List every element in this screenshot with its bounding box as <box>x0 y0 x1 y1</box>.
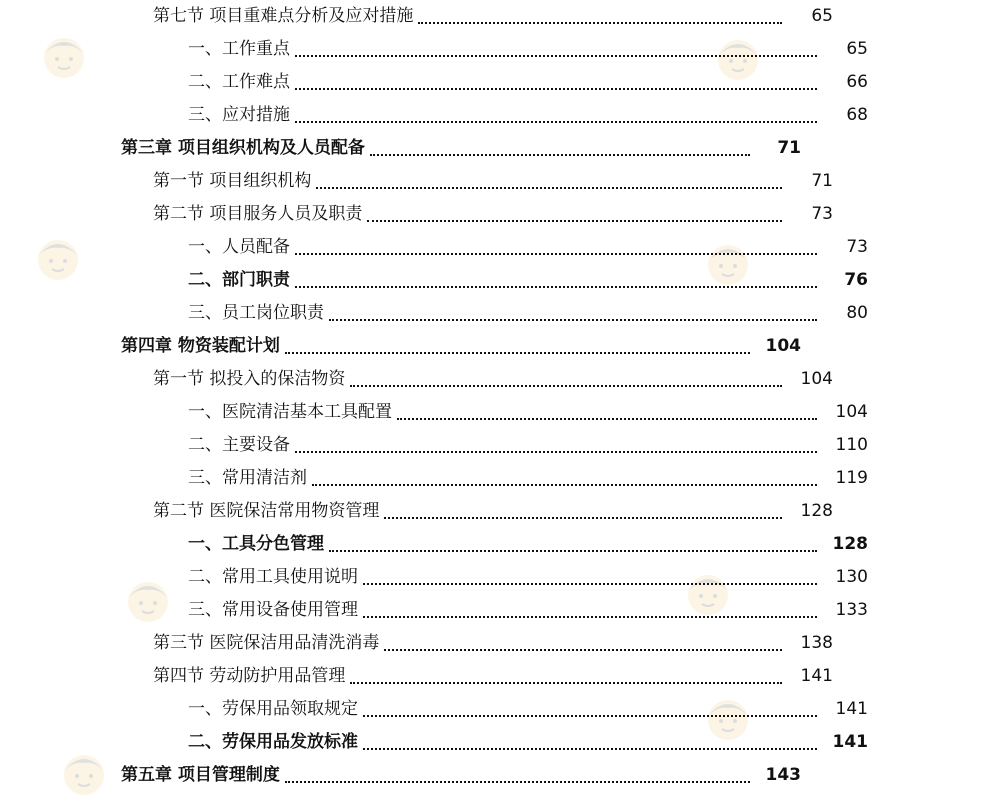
toc-entry-title: 二、主要设备 <box>188 435 290 455</box>
toc-entry-title: 一、工具分色管理 <box>188 534 324 554</box>
toc-entry[interactable] <box>0 66 988 99</box>
toc-entry-title: 一、医院清洁基本工具配置 <box>188 402 392 422</box>
dot-leader <box>295 120 817 123</box>
toc-page-number: 73 <box>811 204 833 224</box>
dot-leader <box>285 780 750 783</box>
toc-page-number: 128 <box>832 534 868 554</box>
toc-entry-title: 第二节 医院保洁常用物资管理 <box>153 501 380 521</box>
toc-entry-title: 二、劳保用品发放标准 <box>188 732 358 752</box>
dot-leader <box>367 219 782 222</box>
toc-entry[interactable] <box>0 627 953 660</box>
toc-entry-title: 三、员工岗位职责 <box>188 303 324 323</box>
toc-page-number: 71 <box>811 171 833 191</box>
toc-page-number: 73 <box>846 237 868 257</box>
toc-entry-title: 第三节 医院保洁用品清洗消毒 <box>153 633 380 653</box>
toc-entry[interactable] <box>0 165 953 198</box>
toc-entry-title: 第二节 项目服务人员及职责 <box>153 204 363 224</box>
dot-leader <box>363 714 817 717</box>
toc-page-number: 141 <box>835 699 868 719</box>
toc-chapter-entry[interactable] <box>0 132 921 165</box>
dot-leader <box>295 252 817 255</box>
toc-entry[interactable] <box>0 462 988 495</box>
toc-entry-title: 二、部门职责 <box>188 270 290 290</box>
dot-leader <box>295 87 817 90</box>
toc-entry[interactable] <box>0 396 988 429</box>
toc-entry[interactable] <box>0 660 953 693</box>
toc-entry-title: 第四节 劳动防护用品管理 <box>153 666 346 686</box>
toc-page-number: 104 <box>800 369 833 389</box>
toc-page-number: 133 <box>835 600 868 620</box>
toc-entry-title: 第一节 项目组织机构 <box>153 171 312 191</box>
toc-entry-title: 第三章 项目组织机构及人员配备 <box>121 138 365 158</box>
toc-entry-title: 二、常用工具使用说明 <box>188 567 358 587</box>
toc-entry-title: 第四章 物资装配计划 <box>121 336 280 356</box>
toc-entry[interactable] <box>0 99 988 132</box>
dot-leader <box>329 318 817 321</box>
toc-page-number: 130 <box>835 567 868 587</box>
toc-entry-title: 三、应对措施 <box>188 105 290 125</box>
toc-page-number: 76 <box>844 270 868 290</box>
toc-entry[interactable] <box>0 198 953 231</box>
toc-page-number: 119 <box>835 468 868 488</box>
toc-entry-title: 第一节 拟投入的保洁物资 <box>153 369 346 389</box>
toc-entry[interactable] <box>0 693 988 726</box>
dot-leader <box>312 483 817 486</box>
toc-entry[interactable] <box>0 429 988 462</box>
dot-leader <box>295 285 817 288</box>
dot-leader <box>363 747 817 750</box>
dot-leader <box>384 516 782 519</box>
toc-entry[interactable] <box>0 231 988 264</box>
toc-entry[interactable] <box>0 726 988 759</box>
toc-entry[interactable] <box>0 0 953 33</box>
toc-entry[interactable] <box>0 495 953 528</box>
dot-leader <box>295 54 817 57</box>
toc-page-number: 141 <box>800 666 833 686</box>
toc-page-number: 110 <box>835 435 868 455</box>
toc-page-number: 104 <box>835 402 868 422</box>
toc-page-number: 104 <box>765 336 801 356</box>
dot-leader <box>363 615 817 618</box>
dot-leader <box>370 153 750 156</box>
toc-entry[interactable] <box>0 33 988 66</box>
toc-page-number: 128 <box>800 501 833 521</box>
toc-entry-title: 三、常用设备使用管理 <box>188 600 358 620</box>
toc-entry-title: 一、工作重点 <box>188 39 290 59</box>
toc-entry[interactable] <box>0 528 988 561</box>
dot-leader <box>350 384 782 387</box>
dot-leader <box>418 21 782 24</box>
dot-leader <box>329 549 817 552</box>
dot-leader <box>363 582 817 585</box>
toc-entry-title: 一、劳保用品领取规定 <box>188 699 358 719</box>
toc-entry[interactable] <box>0 363 953 396</box>
dot-leader <box>350 681 782 684</box>
dot-leader <box>316 186 782 189</box>
toc-chapter-entry[interactable] <box>0 330 921 363</box>
toc-page-number: 138 <box>800 633 833 653</box>
toc-entry[interactable] <box>0 594 988 627</box>
toc-page-number: 141 <box>832 732 868 752</box>
toc-entry[interactable] <box>0 297 988 330</box>
dot-leader <box>384 648 782 651</box>
toc-entry-title: 三、常用清洁剂 <box>188 468 307 488</box>
dot-leader <box>295 450 817 453</box>
toc-entry-title: 二、工作难点 <box>188 72 290 92</box>
toc-chapter-entry[interactable] <box>0 759 921 792</box>
toc-entry-title: 第七节 项目重难点分析及应对措施 <box>153 6 414 26</box>
dot-leader <box>397 417 817 420</box>
toc-page-number: 143 <box>765 765 801 785</box>
toc-page-number: 80 <box>846 303 868 323</box>
toc-page-number: 65 <box>846 39 868 59</box>
toc-entry[interactable] <box>0 561 988 594</box>
toc-page-number: 66 <box>846 72 868 92</box>
toc-entry[interactable] <box>0 264 988 297</box>
toc-page-number: 65 <box>811 6 833 26</box>
toc-entry-title: 第五章 项目管理制度 <box>121 765 280 785</box>
dot-leader <box>285 351 750 354</box>
toc-page-number: 68 <box>846 105 868 125</box>
toc-page-number: 71 <box>777 138 801 158</box>
toc-entry-title: 一、人员配备 <box>188 237 290 257</box>
